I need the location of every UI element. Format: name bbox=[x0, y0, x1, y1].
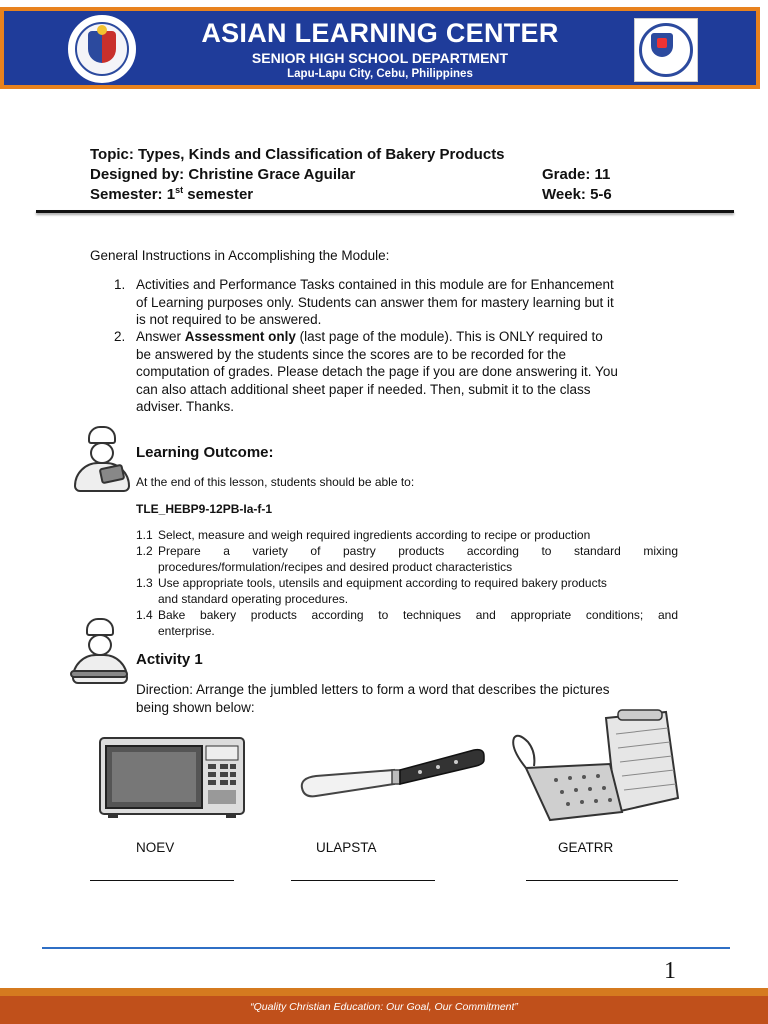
week-line: Week: 5-6 bbox=[542, 186, 612, 203]
footer-motto: “Quality Christian Education: Our Goal, Our Commitment” bbox=[250, 1001, 518, 1013]
instruction-number: 2. bbox=[114, 329, 126, 344]
school-location: Lapu-Lapu City, Cebu, Philippines bbox=[287, 68, 473, 80]
page-number: 1 bbox=[664, 958, 676, 984]
answer-blank-1[interactable] bbox=[90, 880, 234, 881]
spatula-icon bbox=[298, 740, 486, 802]
jumbled-word-3: GEATRR bbox=[558, 840, 614, 855]
activity-title: Activity 1 bbox=[136, 651, 203, 668]
activity-direction: Direction: Arrange the jumbled letters to form a word that describes the pictures being shown below: bbox=[136, 682, 610, 715]
competency-code: TLE_HEBP9-12PB-Ia-f-1 bbox=[136, 502, 273, 516]
department-title: SENIOR HIGH SCHOOL DEPARTMENT bbox=[251, 50, 509, 66]
designer-line: Designed by: Christine Grace Aguilar bbox=[90, 166, 356, 183]
outcome-number: 1.2 bbox=[136, 544, 153, 558]
outcome-item: Use appropriate tools, utensils and equipment according to required bakery products and standard operating procedures. bbox=[158, 576, 607, 606]
jumbled-word-2: ULAPSTA bbox=[316, 840, 377, 855]
footer-divider bbox=[42, 947, 730, 949]
outcome-item: Prepare a variety of pastry products according to standard mixing procedures/formulation/recipes and desired product characteristics bbox=[158, 544, 678, 574]
outcome-item: Bake bakery products according to techniques and appropriate conditions; and enterprise. bbox=[158, 608, 678, 638]
outcome-number: 1.3 bbox=[136, 576, 153, 590]
instruction-item-1: Activities and Performance Tasks contained in this module are for Enhancement of Learning purposes only. Students can answer them for mastery learning but it is not required to be answered. bbox=[136, 277, 614, 327]
instruction-item-2: Answer Assessment only (last page of the module). This is ONLY required to be answered by the students since the scores are to be recorded for the computation of grades. Please detach the page if you are done answering it. You can also attach additional sheet paper if needed. Then, submit it to the class adviser. Thanks. bbox=[136, 329, 618, 414]
grade-line: Grade: 11 bbox=[542, 166, 611, 183]
learning-outcome-intro: At the end of this lesson, students should be able to: bbox=[136, 475, 415, 489]
semester-line: Semester: 1st semester bbox=[90, 185, 254, 203]
grater-icon bbox=[506, 708, 682, 826]
learning-outcome-title: Learning Outcome: bbox=[136, 444, 274, 461]
instruction-number: 1. bbox=[114, 277, 126, 292]
chef-rolling-pin-icon bbox=[68, 618, 130, 684]
answer-blank-3[interactable] bbox=[526, 880, 678, 881]
outcome-number: 1.1 bbox=[136, 528, 153, 542]
chef-reading-icon bbox=[70, 426, 132, 492]
school-title: ASIAN LEARNING CENTER bbox=[201, 18, 559, 48]
outcome-number: 1.4 bbox=[136, 608, 153, 622]
instructions-heading: General Instructions in Accomplishing the Module: bbox=[90, 248, 390, 263]
meta-divider bbox=[36, 210, 734, 213]
outcome-item: Select, measure and weigh required ingredients according to recipe or production bbox=[158, 528, 591, 542]
answer-blank-2[interactable] bbox=[291, 880, 435, 881]
oven-icon bbox=[98, 734, 246, 820]
topic-line: Topic: Types, Kinds and Classification of Bakery Products bbox=[90, 146, 505, 163]
jumbled-word-1: NOEV bbox=[136, 840, 175, 855]
